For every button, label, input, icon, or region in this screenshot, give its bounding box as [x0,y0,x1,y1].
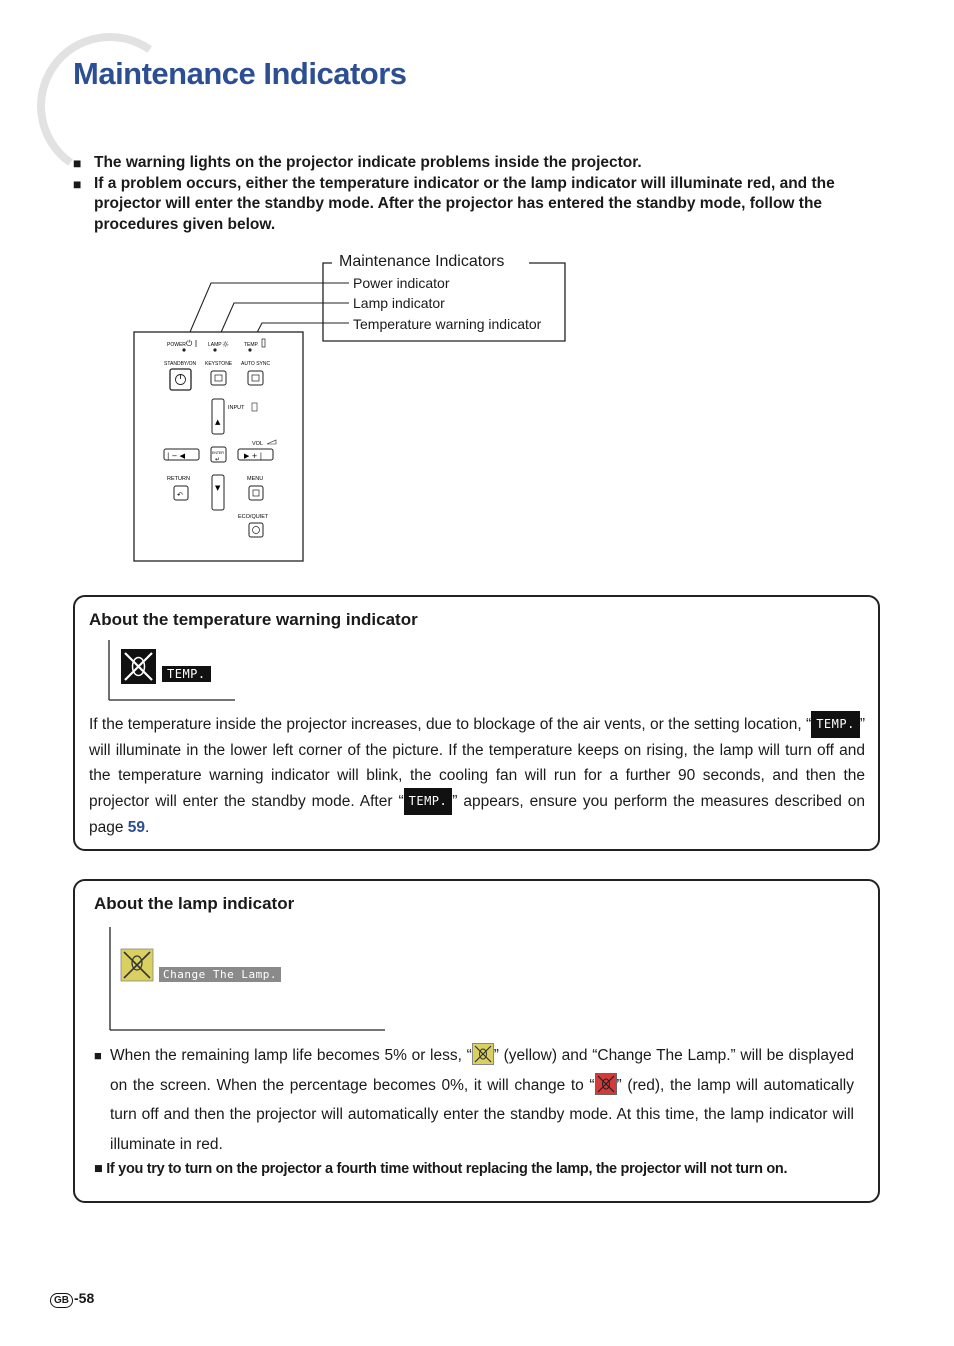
region-badge: GB [50,1293,73,1308]
control-panel-diagram [0,0,954,580]
temp-inline-badge: TEMP. [811,711,860,738]
temp-inline-badge: TEMP. [404,788,453,815]
lamp-osd-message: Change The Lamp. [159,965,281,983]
page-title: Maintenance Indicators [73,56,407,91]
bullet-square-icon: ■ [73,175,82,192]
panel-label-power: POWER [167,342,186,348]
lamp-warning-note: ■ If you try to turn on the projector a fourth time without replacing the lamp, the projector will not turn on. [94,1161,788,1177]
menu-button [249,486,263,500]
svg-text:▼: ▼ [215,484,221,492]
svg-text:↵: ↵ [215,456,221,463]
callout-temp-indicator: Temperature warning indicator [353,316,542,332]
panel-label-menu: MENU [247,476,264,482]
input-down-button [212,475,224,510]
panel-label-input: INPUT [228,405,245,411]
panel-label-keystone: KEYSTONE [205,361,233,367]
input-up-button [212,399,224,434]
callout-title: Maintenance Indicators [339,253,505,270]
page-link-59[interactable]: 59 [127,819,146,836]
bullet-square-icon: ■ [73,155,82,171]
panel-label-return: RETURN [167,476,190,482]
temp-section-title: About the temperature warning indicator [89,610,418,629]
intro-item: ■ If a problem occurs, either the temperature indicator or the lamp indicator will illuminate red, and the projector will enter the standby mode. After the projector has entered the standby mode, follow the procedures given below. [73,174,883,236]
panel-label-eco: ECO/QUIET [238,514,269,520]
svg-text:▲: ▲ [215,418,221,426]
svg-text:⏻: ⏻ [186,339,193,348]
standby-button [170,369,191,390]
panel-label-lamp: LAMP [208,342,222,348]
svg-text:▶ + |: ▶ + | [244,452,263,460]
page-number: GB -58 [50,1290,94,1308]
lamp-red-icon [595,1073,617,1095]
temp-osd-badge: TEMP. [162,666,211,684]
svg-text:☼: ☼ [222,340,230,349]
callout-power-indicator: Power indicator [353,275,450,291]
panel-label-standby: STANDBY/ON [164,361,197,367]
bullet-square-icon: ■ [94,1048,102,1063]
panel-label-temp: TEMP. [244,342,259,348]
svg-text:| − ◀: | − ◀ [167,452,186,460]
autosync-button [248,371,263,385]
panel-label-autosync: AUTO SYNC [241,361,271,367]
temp-paragraph: If the temperature inside the projector increases, due to blockage of the air vents, or the setting location, “ TEMP. ” will illuminate in the lower left corner of the picture. If the temperature keeps on rising, the lamp will turn off and the temperature warning indicator will blink, the cooling fan will run for a further 90 seconds, and then the projector will enter the standby mode. After “ TEMP. ” appears, ensure you perform the measures described on page 59. [89,711,865,840]
panel-label-enter: ENTER [212,451,224,455]
svg-text:↶: ↶ [177,491,183,499]
eco-button [249,523,263,537]
intro-item: ■ The warning lights on the projector indicate problems inside the projector. [73,153,883,174]
keystone-button [211,371,226,385]
panel-label-vol: VOL [252,441,264,447]
lamp-paragraph: ■ When the remaining lamp life becomes 5% or less, “ ” (yellow) and “Change The Lamp.” will be displayed on the screen. When the percentage becomes 0%, it will change to “ ” (red), the lamp will automatically turn off and then the projector will automatically enter the standby mode. At this time, the lamp indicator will illuminate in red. [94,1041,854,1159]
lamp-yellow-icon [472,1043,494,1065]
lamp-section-title: About the lamp indicator [94,894,295,913]
callout-lamp-indicator: Lamp indicator [353,295,445,311]
